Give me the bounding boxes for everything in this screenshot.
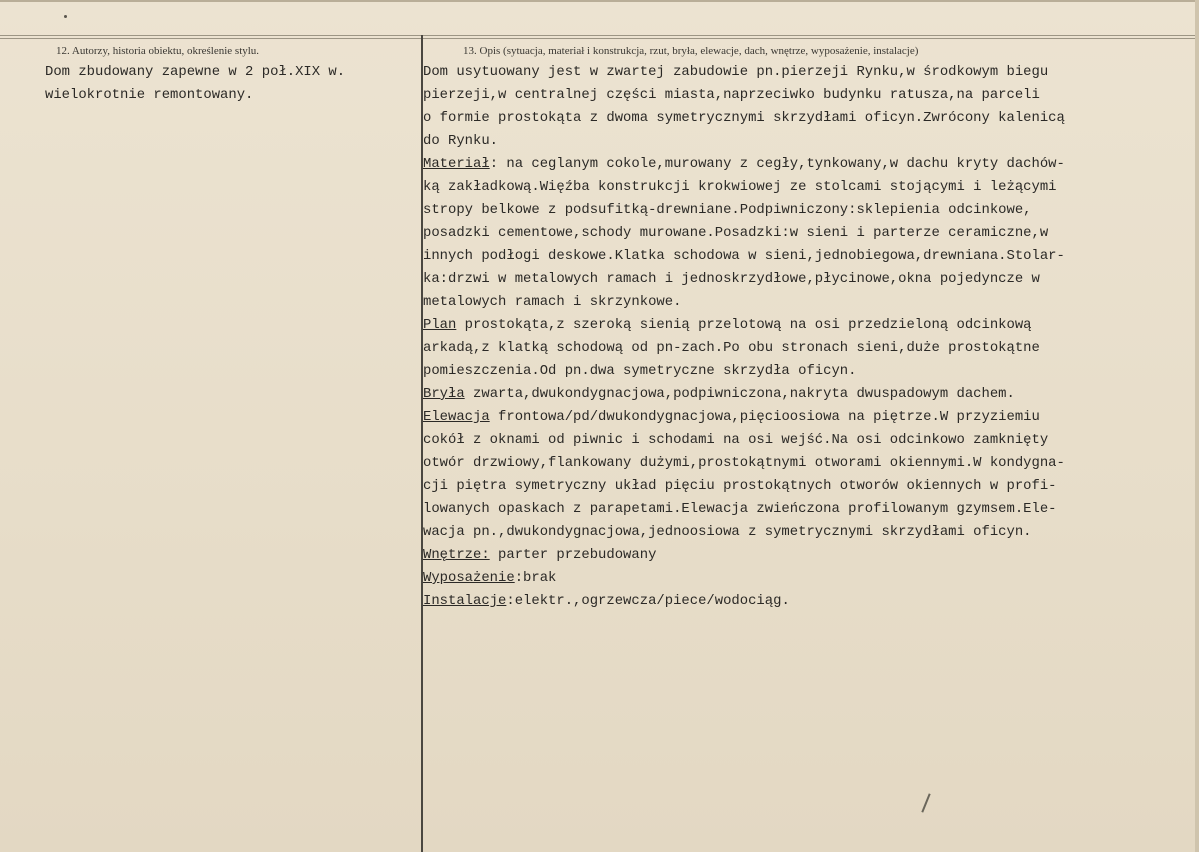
description-text: parter przebudowany xyxy=(489,547,657,563)
description-line xyxy=(423,498,1195,521)
description-text: cji piętra symetryczny układ pięciu prostokątnych otworów okiennych w profi- xyxy=(423,478,1057,494)
description-line xyxy=(423,84,1195,107)
description-line xyxy=(423,429,1195,452)
description-text: zwarta,dwukondygnacjowa,podpiwniczona,nakryta dwuspadowym dachem. xyxy=(464,386,1015,402)
section-label: Elewacja xyxy=(423,409,490,425)
header-rule-bottom xyxy=(0,38,1195,39)
description-line xyxy=(423,314,1195,337)
description-text: lowanych opaskach z parapetami.Elewacja zwieńczona profilowanym gzymsem.Ele- xyxy=(423,501,1057,517)
ink-dot xyxy=(64,15,67,18)
description-line xyxy=(423,107,1195,130)
pen-mark xyxy=(921,793,930,812)
section-label: Instalacje xyxy=(423,593,507,609)
description-line xyxy=(423,176,1195,199)
description-line xyxy=(423,61,1195,84)
description-line xyxy=(423,245,1195,268)
section-13-body xyxy=(423,61,1195,613)
description-line xyxy=(423,475,1195,498)
description-text: pierzeji,w centralnej części miasta,naprzeciwko budynku ratusza,na parceli xyxy=(423,87,1040,103)
description-line xyxy=(423,544,1195,567)
description-text: ką zakładkową.Więźba konstrukcji krokwiowej ze stolcami stojącymi i leżącymi xyxy=(423,179,1057,195)
description-line xyxy=(423,130,1195,153)
description-line xyxy=(423,406,1195,429)
description-text: frontowa/pd/dwukondygnacjowa,pięcioosiowa na piętrze.W przyziemiu xyxy=(489,409,1040,425)
description-text: o formie prostokąta z dwoma symetrycznymi skrzydłami oficyn.Zwrócony kalenicą xyxy=(423,110,1065,126)
description-line xyxy=(423,268,1195,291)
description-text: :brak xyxy=(514,570,557,586)
description-line xyxy=(423,337,1195,360)
description-line xyxy=(423,521,1195,544)
description-line xyxy=(423,291,1195,314)
description-text: cokół z oknami od piwnic i schodami na osi wejść.Na osi odcinkowo zamknięty xyxy=(423,432,1049,448)
description-line xyxy=(423,153,1195,176)
section-label: Materiał xyxy=(423,156,490,172)
description-line xyxy=(423,590,1195,613)
description-line xyxy=(423,199,1195,222)
description-text: stropy belkowe z podsufitką-drewniane.Podpiwniczony:sklepienia odcinkowe, xyxy=(423,202,1032,218)
description-text: wacja pn.,dwukondygnacjowa,jednoosiowa z symetrycznymi skrzydłami oficyn. xyxy=(423,524,1032,540)
right-edge xyxy=(1195,0,1199,852)
top-edge xyxy=(0,0,1199,2)
description-text: posadzki cementowe,schody murowane.Posadzki:w sieni i parterze ceramiczne,w xyxy=(423,225,1049,241)
header-rule-top xyxy=(0,35,1195,36)
description-text: pomieszczenia.Od pn.dwa symetryczne skrzydła oficyn. xyxy=(423,363,857,379)
section-label: Bryła xyxy=(423,386,465,402)
description-text: Dom usytuowany jest w zwartej zabudowie pn.pierzeji Rynku,w środkowym biegu xyxy=(423,64,1049,80)
description-line xyxy=(423,383,1195,406)
description-text: do Rynku. xyxy=(423,133,499,149)
section-12-line: Dom zbudowany zapewne w 2 poł.XIX w. xyxy=(45,64,346,80)
description-text: arkadą,z klatką schodową od pn-zach.Po obu stronach sieni,duże prostokątne xyxy=(423,340,1040,356)
description-line xyxy=(423,452,1195,475)
description-text: :elektr.,ogrzewcza/piece/wodociąg. xyxy=(506,593,790,609)
description-text: ka:drzwi w metalowych ramach i jednoskrzydłowe,płycinowe,okna pojedyncze w xyxy=(423,271,1040,287)
description-text: : na ceglanym cokole,murowany z cegły,tynkowany,w dachu kryty dachów- xyxy=(489,156,1065,172)
section-label: Wnętrze: xyxy=(423,547,490,563)
section-13-header: 13. Opis (sytuacja, materiał i konstrukcja, rzut, bryła, elewacje, dach, wnętrze, wyposażenie, instalacje) xyxy=(463,45,919,57)
section-label: Plan xyxy=(423,317,457,333)
section-12-header: 12. Autorzy, historia obiektu, określenie stylu. xyxy=(56,45,260,57)
description-text: innych podłogi deskowe.Klatka schodowa w sieni,jednobiegowa,drewniana.Stolar- xyxy=(423,248,1065,264)
section-label: Wyposażenie xyxy=(423,570,515,586)
description-text: otwór drzwiowy,flankowany dużymi,prostokątnymi otworami okiennymi.W kondygna- xyxy=(423,455,1065,471)
description-line xyxy=(423,222,1195,245)
section-12-body xyxy=(45,61,415,107)
description-text: prostokąta,z szeroką sienią przelotową na osi przedzieloną odcinkową xyxy=(456,317,1032,333)
description-line xyxy=(423,567,1195,590)
description-line xyxy=(423,360,1195,383)
section-12-line: wielokrotnie remontowany. xyxy=(45,87,254,103)
description-text: metalowych ramach i skrzynkowe. xyxy=(423,294,682,310)
